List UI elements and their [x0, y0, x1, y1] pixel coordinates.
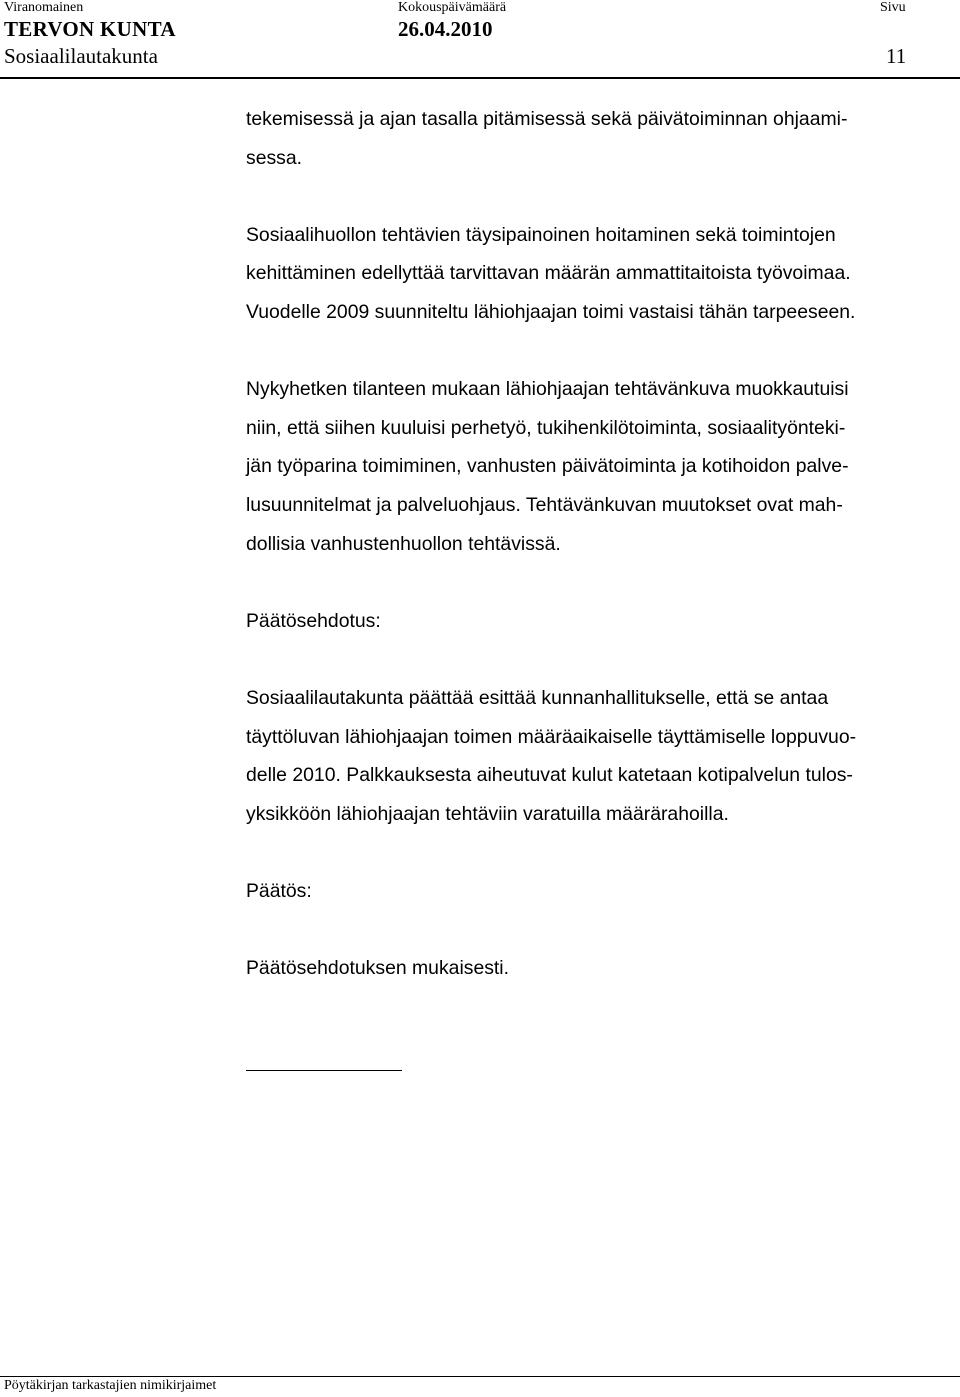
- page-number: 11: [886, 44, 907, 68]
- proposal-heading: [246, 602, 960, 641]
- paragraph-4: [246, 679, 960, 833]
- organization-name: TERVON KUNTA: [4, 17, 176, 41]
- text-line: lusuunnitelmat ja palveluohjaus. Tehtävänkuvan muutokset ovat mah-: [246, 493, 843, 516]
- section-heading: Päätösehdotus:: [246, 609, 381, 632]
- issuer-label: Viranomainen: [4, 0, 84, 15]
- document-body: [246, 100, 960, 988]
- document-header: [0, 0, 960, 80]
- signature-line: [246, 1070, 402, 1071]
- text-line: täyttöluvan lähiohjaajan toimen määräaikaiselle täyttämiselle loppuvuo-: [246, 725, 857, 748]
- header-divider: [0, 77, 960, 79]
- footer-divider: [0, 1376, 960, 1377]
- text-line: Päätösehdotuksen mukaisesti.: [246, 957, 510, 980]
- section-heading: Päätös:: [246, 879, 312, 902]
- footer-label: Pöytäkirjan tarkastajien nimikirjaimet: [4, 1378, 217, 1393]
- text-line: Sosiaalilautakunta päättää esittää kunnanhallitukselle, että se antaa: [246, 686, 829, 709]
- page-label: Sivu: [880, 0, 906, 15]
- paragraph-2: [246, 216, 960, 332]
- decision-heading: [246, 872, 960, 911]
- paragraph-3: [246, 370, 960, 563]
- text-line: jän työparina toimiminen, vanhusten päivätoiminta ja kotihoidon palve-: [246, 455, 849, 478]
- text-line: delle 2010. Palkkauksesta aiheutuvat kulut katetaan kotipalvelun tulos-: [246, 764, 853, 787]
- text-line: dollisia vanhustenhuollon tehtävissä.: [246, 532, 561, 555]
- text-line: niin, että siihen kuuluisi perhetyö, tukihenkilötoiminta, sosiaalityönteki-: [246, 416, 846, 439]
- text-line: Vuodelle 2009 suunniteltu lähiohjaajan toimi vastaisi tähän tarpeeseen.: [246, 300, 856, 323]
- text-line: yksikköön lähiohjaajan tehtäviin varatuilla määrärahoilla.: [246, 802, 729, 825]
- text-line: Sosiaalihuollon tehtävien täysipainoinen hoitaminen sekä toimintojen: [246, 223, 836, 246]
- meeting-date: 26.04.2010: [398, 17, 493, 41]
- decision-text: [246, 949, 960, 988]
- text-line: kehittäminen edellyttää tarvittavan määrän ammattitaitoista työvoimaa.: [246, 262, 851, 285]
- text-line: Nykyhetken tilanteen mukaan lähiohjaajan tehtävänkuva muokkautuisi: [246, 378, 849, 401]
- board-name: Sosiaalilautakunta: [4, 44, 158, 68]
- paragraph-1: [246, 100, 960, 177]
- date-label: Kokouspäivämäärä: [398, 0, 507, 15]
- text-line: sessa.: [246, 146, 303, 169]
- text-line: tekemisessä ja ajan tasalla pitämisessä sekä päivätoiminnan ohjaami-: [246, 108, 848, 130]
